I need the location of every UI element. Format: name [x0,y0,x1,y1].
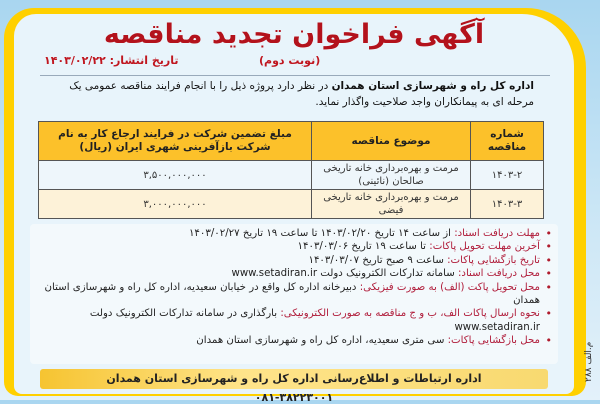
table-row [39,190,544,219]
tender-number: ۱۴۰۳-۳ [471,190,544,219]
publish-date: تاریخ انتشار: ۱۴۰۳/۰۲/۲۲ [44,54,179,67]
header-guarantee-amount: مبلغ تضمین شرکت در فرایند ارجاع کار به نام شرکت بازآفرینی شهری ایران (ریال) [39,122,312,161]
detail-electronic-submission: • نحوه ارسال پاکات الف، ب و ج مناقصه به صورت الکترونیکی: بارگذاری در سامانه تدارکات الکترونیک دولت www.setadiran.ir [40,307,552,334]
footer-phone: ۰۸۱-۳۸۲۲۳۰۰۱ [254,391,334,404]
header-tender-subject: موضوع مناقصه [312,122,471,161]
detail-submission-deadline: • آخرین مهلت تحویل پاکات: تا ساعت ۱۹ تاریخ ۱۴۰۳/۰۳/۰۶ [40,240,552,253]
subtitle-row [44,54,514,70]
details-box [30,224,558,364]
tender-subject: مرمت و بهره‌برداری خانه تاریخی فیضی [312,190,471,219]
tender-table [38,121,544,219]
tender-number: ۱۴۰۳-۲ [471,161,544,190]
table-row [39,161,544,190]
announcement-title: آگهی فراخوان تجدید مناقصه [103,19,485,50]
tender-subject: مرمت و بهره‌برداری خانه تاریخی صالحان (نائینی) [312,161,471,190]
header-tender-number: شماره مناقصه [471,122,544,161]
intro-organization: اداره کل راه و شهرسازی استان همدان [331,80,534,92]
footer-office: اداره ارتباطات و اطلاع‌رسانی اداره کل راه و شهرسازی استان همدان [40,369,548,389]
announcement-card [14,14,574,404]
detail-document-deadline: • مهلت دریافت اسناد: از ساعت ۱۴ تاریخ ۱۴۰۳/۰۲/۲۰ تا ساعت ۱۹ تاریخ ۱۴۰۳/۰۲/۲۷ [40,227,552,240]
intro-text: در نظر دارد پروژه ذیل را با انجام فرایند مناقصه عمومی یک مرحله ای به پیمانکاران واجد صلاحیت واگذار نماید. [69,80,534,108]
divider [40,75,550,76]
detail-physical-delivery: • محل تحویل پاکت (الف) به صورت فیزیکی: دبیرخانه اداره کل واقع در خیابان سعیدیه، اداره کل راه و شهرسازی استان همدان [40,281,552,308]
details-list [30,224,558,348]
round-label: (نوبت دوم) [259,54,321,67]
detail-document-location: • محل دریافت اسناد: سامانه تدارکات الکترونیک دولت www.setadiran.ir [40,267,552,280]
table-header-row [39,122,544,161]
guarantee-amount: ۳,۰۰۰,۰۰۰,۰۰۰ [39,190,312,219]
intro-paragraph [40,78,534,110]
ad-code: م.الف ۲۸۸ [584,341,594,383]
detail-opening-date: • تاریخ بازگشایی پاکات: ساعت ۹ صبح تاریخ ۱۴۰۳/۰۳/۰۷ [40,254,552,267]
guarantee-amount: ۳,۵۰۰,۰۰۰,۰۰۰ [39,161,312,190]
detail-opening-location: • محل بازگشایی پاکات: سی متری سعیدیه، اداره کل راه و شهرسازی استان همدان [40,334,552,347]
